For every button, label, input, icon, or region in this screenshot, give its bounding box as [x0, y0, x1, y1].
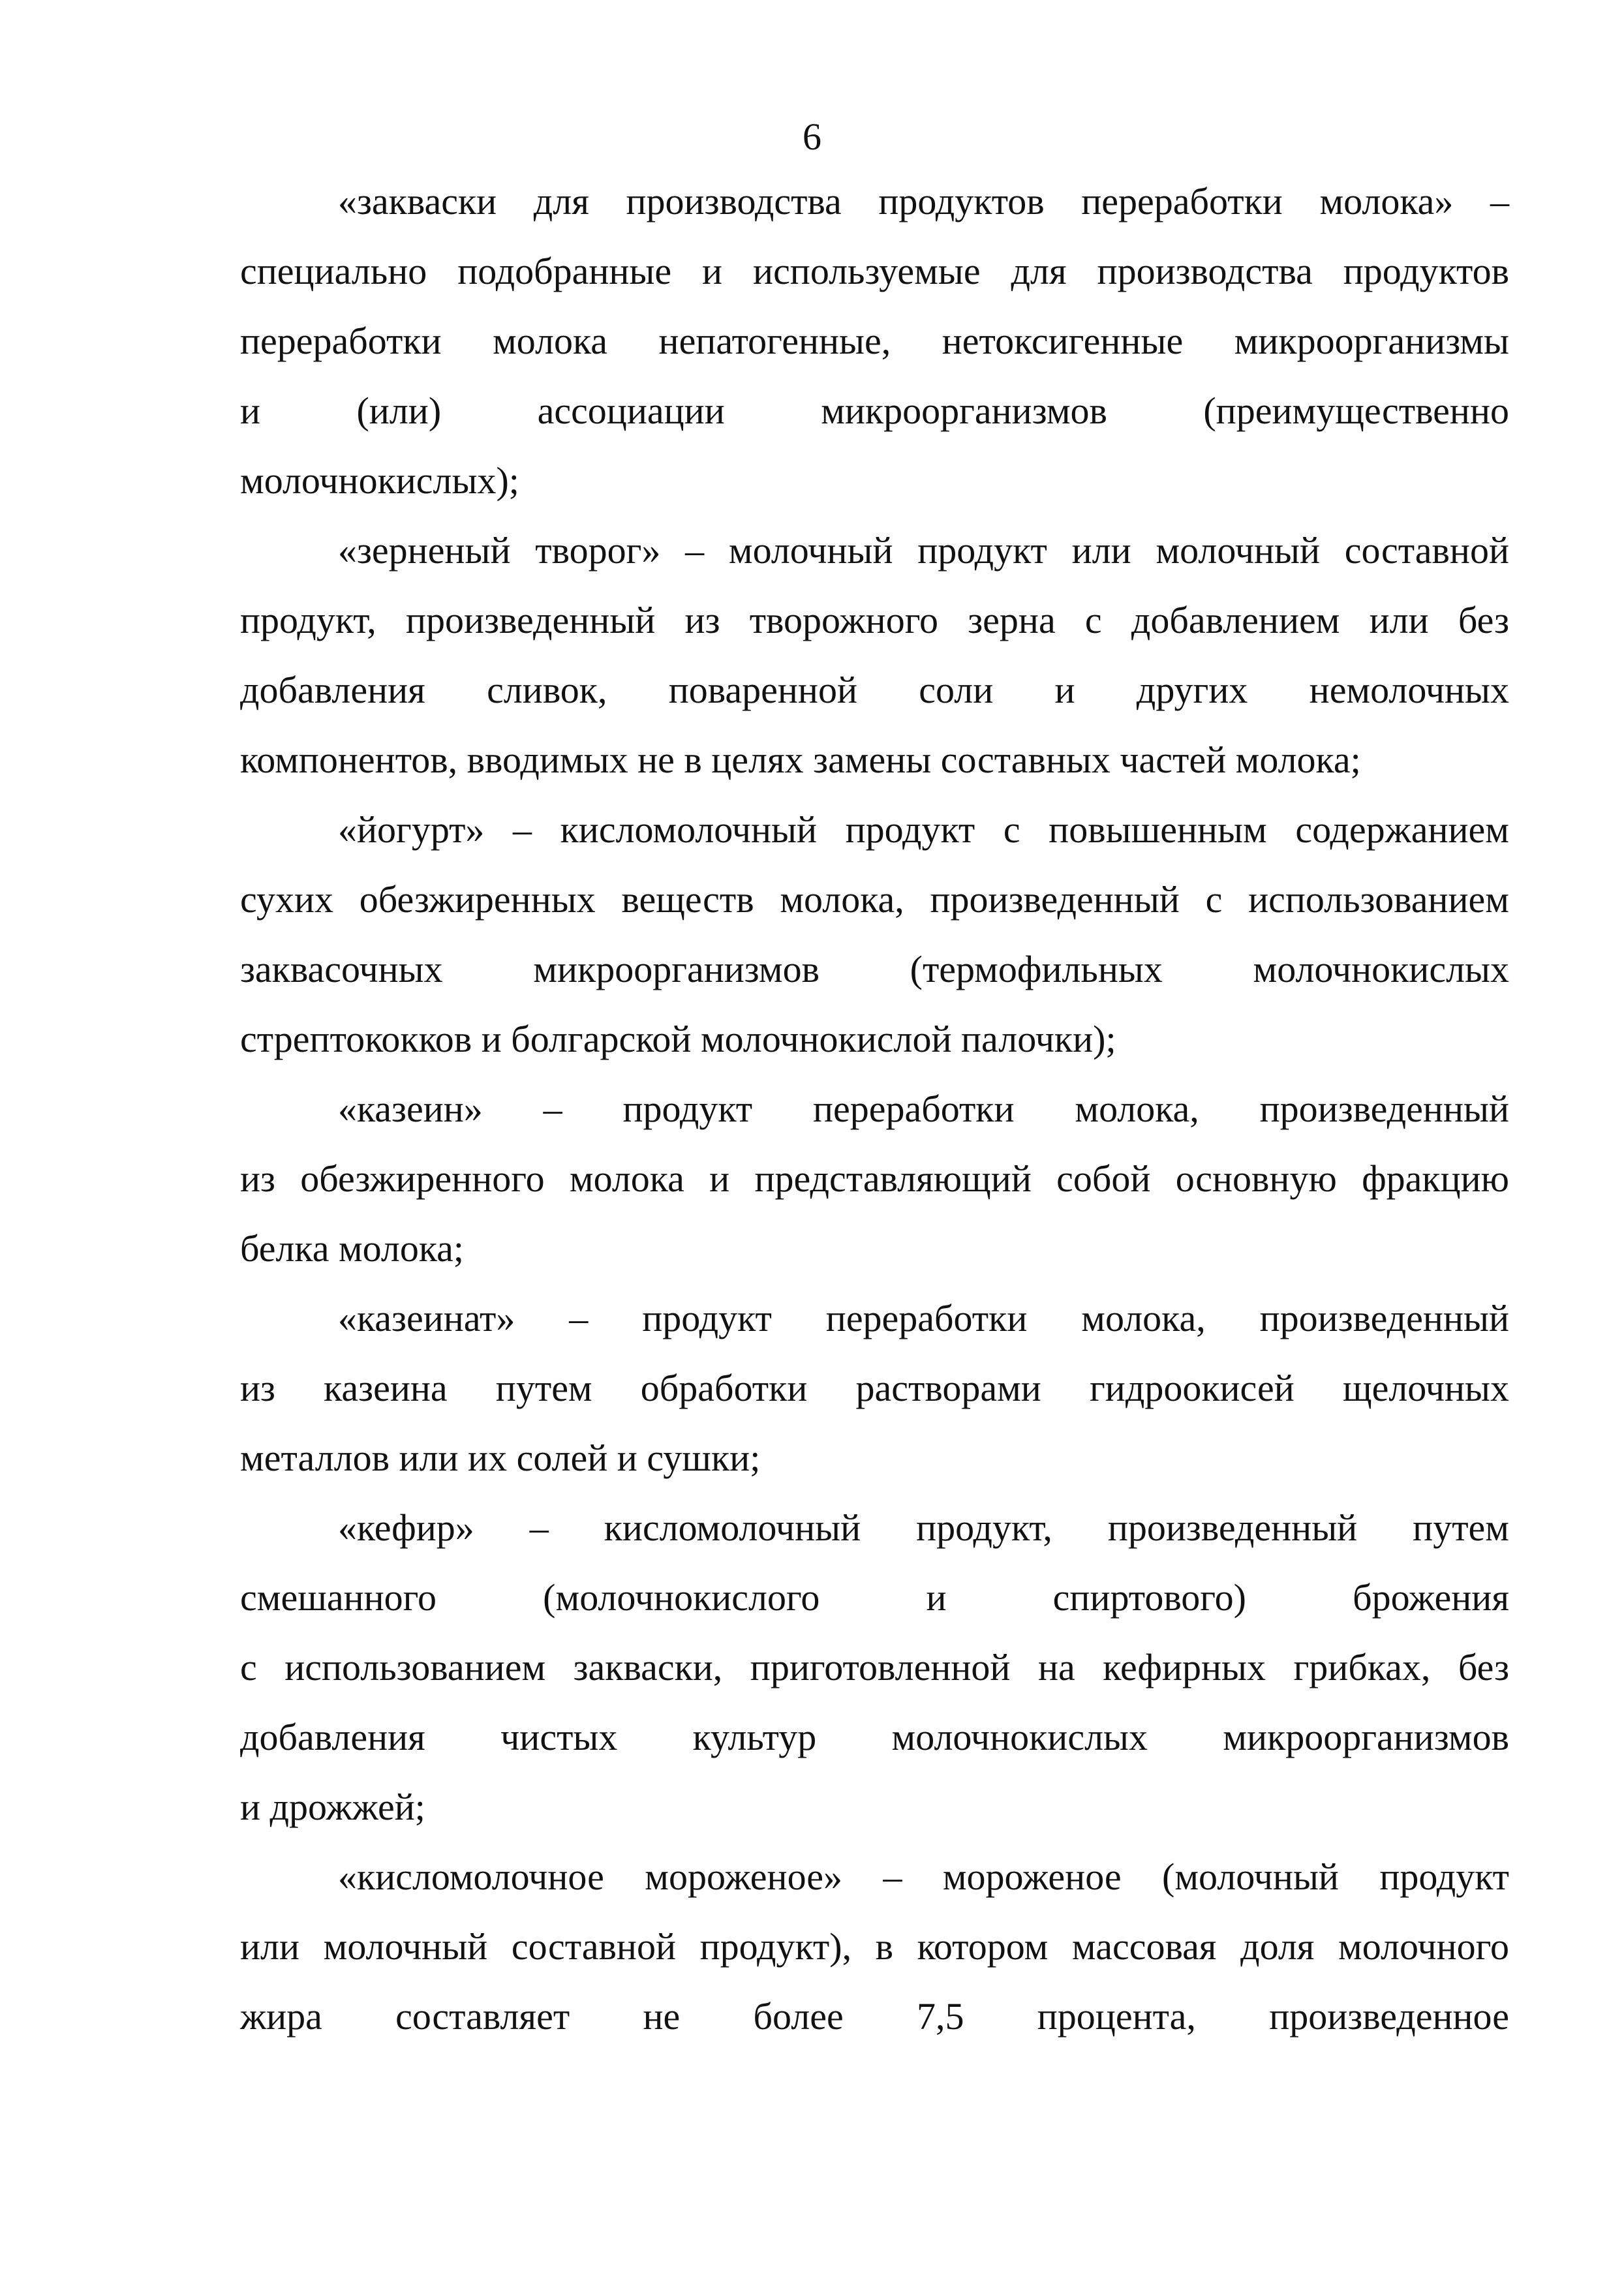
paragraph-line: смешанного (молочнокислого и спиртового) брожения	[240, 1576, 1509, 1619]
paragraph-line: «закваски для производства продуктов переработки молока» –	[338, 180, 1509, 222]
paragraph-kefir	[240, 1493, 1509, 1842]
paragraph-line: и дрожжей;	[240, 1786, 425, 1828]
paragraph-line: переработки молока непатогенные, нетоксигенные микроорганизмы	[240, 320, 1509, 362]
paragraph-kazeinat	[240, 1283, 1509, 1493]
page-number: 6	[803, 115, 821, 158]
document-body	[240, 166, 1509, 2051]
paragraph-line: специально подобранные и используемые для производства продуктов	[240, 250, 1509, 292]
paragraph-line: «кефир» – кисломолочный продукт, произведенный путем	[338, 1506, 1509, 1549]
paragraph-line: белка молока;	[240, 1227, 465, 1270]
paragraph-line: добавления чистых культур молочнокислых микроорганизмов	[240, 1716, 1509, 1758]
paragraph-yogurt	[240, 795, 1509, 1074]
paragraph-line: сухих обезжиренных веществ молока, произведенный с использованием	[240, 878, 1509, 921]
paragraph-line: из казеина путем обработки растворами гидроокисей щелочных	[240, 1367, 1509, 1409]
paragraph-zerneny-tvorog	[240, 515, 1509, 795]
paragraph-line: «казеин» – продукт переработки молока, произведенный	[338, 1088, 1509, 1130]
paragraph-line: «кисломолочное мороженое» – мороженое (молочный продукт	[338, 1855, 1509, 1898]
paragraph-line: добавления сливок, поваренной соли и других немолочных	[240, 669, 1509, 711]
paragraph-line: стрептококков и болгарской молочнокислой палочки);	[240, 1018, 1116, 1060]
paragraph-line: продукт, произведенный из творожного зерна с добавлением или без	[240, 599, 1509, 641]
paragraph-line: компонентов, вводимых не в целях замены составных частей молока;	[240, 739, 1361, 781]
paragraph-line: и (или) ассоциации микроорганизмов (преимущественно	[240, 389, 1509, 432]
paragraph-line: «йогурт» – кисломолочный продукт с повышенным содержанием	[338, 808, 1509, 851]
paragraph-line: «казеинат» – продукт переработки молока, произведенный	[338, 1297, 1509, 1339]
paragraph-line: молочнокислых);	[240, 459, 519, 502]
paragraph-line: жира составляет не более 7,5 процента, произведенное	[240, 1995, 1509, 2038]
paragraph-line: или молочный составной продукт), в котором массовая доля молочного	[240, 1925, 1509, 1968]
paragraph-line: заквасочных микроорганизмов (термофильных молочнокислых	[240, 948, 1509, 990]
paragraph-line: из обезжиренного молока и представляющий собой основную фракцию	[240, 1157, 1509, 1200]
paragraph-line: «зерненый творог» – молочный продукт или молочный составной	[338, 529, 1509, 572]
paragraph-line: металлов или их солей и сушки;	[240, 1437, 761, 1479]
paragraph-kazein	[240, 1074, 1509, 1283]
paragraph-kislomolochnoe-morozhenoe	[240, 1842, 1509, 2051]
paragraph-line: с использованием закваски, приготовленной на кефирных грибках, без	[240, 1646, 1509, 1688]
paragraph-zakvaski	[240, 166, 1509, 515]
